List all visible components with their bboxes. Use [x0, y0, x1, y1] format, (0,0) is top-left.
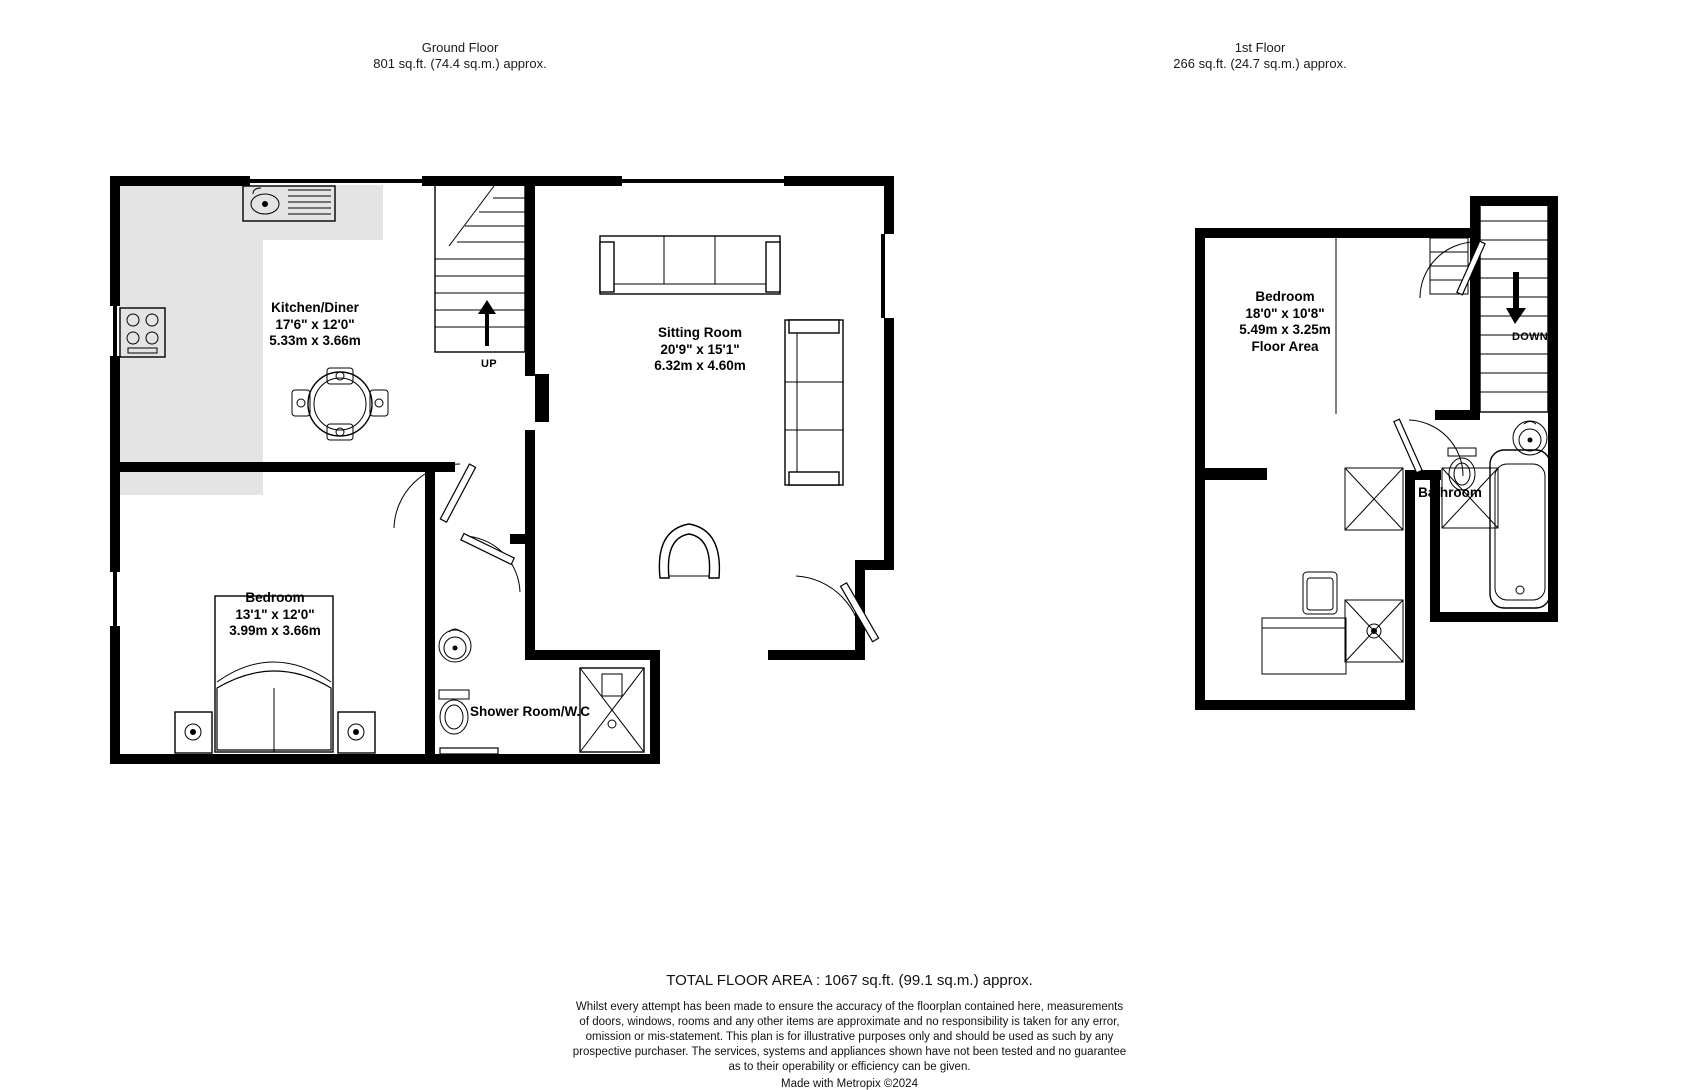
- window-kitchen-top: [250, 179, 422, 183]
- wall-top-left: [110, 176, 250, 186]
- bedroom-first-label: [1185, 289, 1385, 355]
- total-floor-area: TOTAL FLOOR AREA : 1067 sq.ft. (99.1 sq.m.) approx.: [666, 972, 1033, 989]
- disclaimer-line-4: prospective purchaser. The services, systems and appliances shown have not been tested and no guarantee: [572, 1046, 1127, 1058]
- shower-room-label: [400, 704, 660, 721]
- first-wall-bottom-right: [1430, 612, 1558, 622]
- washbasin-icon: [437, 624, 473, 664]
- first-shower-enclosure-icon-2: [1345, 600, 1405, 664]
- disclaimer-line-1: Whilst every attempt has been made to ensure the accuracy of the floorplan contained here, measurements: [575, 1001, 1124, 1013]
- sitting-room-dims-imperial: 20'9" x 15'1": [660, 341, 740, 357]
- first-knee-wall-left: [1195, 468, 1267, 480]
- first-floor-area: 266 sq.ft. (24.7 sq.m.) approx.: [1173, 56, 1347, 71]
- first-wall-top: [1195, 228, 1480, 238]
- first-wall-bottom: [1195, 700, 1415, 710]
- window-kitchen-left: [113, 306, 117, 356]
- first-wall-right-mid-vert: [1405, 478, 1415, 710]
- wall-right-upper: [884, 176, 894, 234]
- first-armchair-icon: [1303, 572, 1339, 616]
- kitchen-diner-dims-imperial: 17'6" x 12'0": [275, 316, 355, 332]
- bathroom-label: [1390, 485, 1510, 502]
- fireplace-block: [535, 374, 549, 422]
- window-bedroom-left: [113, 572, 117, 626]
- bedside-table-left-icon: [175, 712, 213, 754]
- first-shower-enclosure-icon: [1345, 468, 1405, 532]
- ground-floor-name: Ground Floor: [421, 40, 499, 55]
- door-bedroom-first: [1418, 240, 1478, 302]
- ground-floor-area: 801 sq.ft. (74.4 sq.m.) approx.: [373, 56, 547, 71]
- wall-hall-bottom: [525, 650, 585, 660]
- stairs-up-arrow: [478, 300, 498, 350]
- bedroom-first-name: Bedroom: [1255, 289, 1315, 304]
- first-counter-icon: [1262, 618, 1348, 676]
- shower-room-name: Shower Room/W.C: [469, 704, 590, 719]
- bedroom-ground-name: Bedroom: [245, 590, 305, 605]
- dining-table-icon: [288, 368, 392, 440]
- kitchen-sink-icon: [243, 186, 335, 222]
- bedroom-ground-dims-metric: 3.99m x 3.66m: [229, 623, 321, 638]
- stairs-down-label: DOWN: [1512, 331, 1549, 343]
- window-sitting-right: [881, 234, 885, 318]
- ground-floor-title: [330, 40, 590, 72]
- wall-entry-bottom: [768, 650, 865, 660]
- window-sitting-top: [622, 179, 784, 183]
- wall-bottom-bedroom: [110, 754, 435, 764]
- wall-shower-top: [585, 650, 660, 660]
- bathroom-name: Bathroom: [1418, 485, 1482, 500]
- bedroom-ground-label: [170, 590, 380, 640]
- bedroom-first-dims-metric: 5.49m x 3.25m: [1239, 322, 1331, 337]
- bedside-table-right-icon: [338, 712, 376, 754]
- kitchen-diner-label: [200, 300, 430, 350]
- first-floor-title: [1130, 40, 1390, 72]
- wall-top-right: [784, 176, 894, 186]
- cooker-hob-icon: [120, 308, 166, 358]
- first-floor-name: 1st Floor: [1234, 40, 1286, 55]
- first-wall-left-lower: [1195, 450, 1205, 710]
- disclaimer-line-5: as to their operability or efficiency can be given.: [728, 1061, 971, 1073]
- wall-left-lower: [110, 626, 120, 764]
- door-front-entry: [790, 566, 868, 648]
- bedroom-first-extra: Floor Area: [1251, 338, 1319, 354]
- kitchen-diner-name: Kitchen/Diner: [271, 300, 359, 315]
- disclaimer-line-2: of doors, windows, rooms and any other items are approximate and no responsibility is taken for any error,: [579, 1016, 1120, 1028]
- bedroom-first-dims-imperial: 18'0" x 10'8": [1245, 305, 1325, 321]
- kitchen-diner-dims-metric: 5.33m x 3.66m: [269, 333, 361, 348]
- disclaimer-line-3: omission or mis-statement. This plan is for illustrative purposes only and should be used as such by any: [585, 1031, 1114, 1043]
- sofa-three-seat-icon: [600, 236, 780, 298]
- sitting-room-name: Sitting Room: [658, 325, 742, 340]
- bedroom-ground-dims-imperial: 13'1" x 12'0": [235, 606, 315, 622]
- door-kitchen-hall: [392, 462, 462, 532]
- door-bedroom-ground: [462, 534, 762, 596]
- stairs-up-label: UP: [481, 358, 497, 370]
- kitchen-floor-fill-2: [119, 240, 263, 495]
- disclaimer: [0, 1000, 1699, 1075]
- wall-bedroom-right-lower: [425, 534, 435, 764]
- credit-line-visible: Made with Metropix ©2024: [781, 1078, 918, 1090]
- wall-right-mid: [884, 318, 894, 570]
- sitting-room-label: [590, 325, 810, 375]
- wall-left-upper: [110, 176, 120, 306]
- sitting-room-dims-metric: 6.32m x 4.60m: [654, 358, 746, 373]
- stairs-down-arrow: [1506, 272, 1526, 324]
